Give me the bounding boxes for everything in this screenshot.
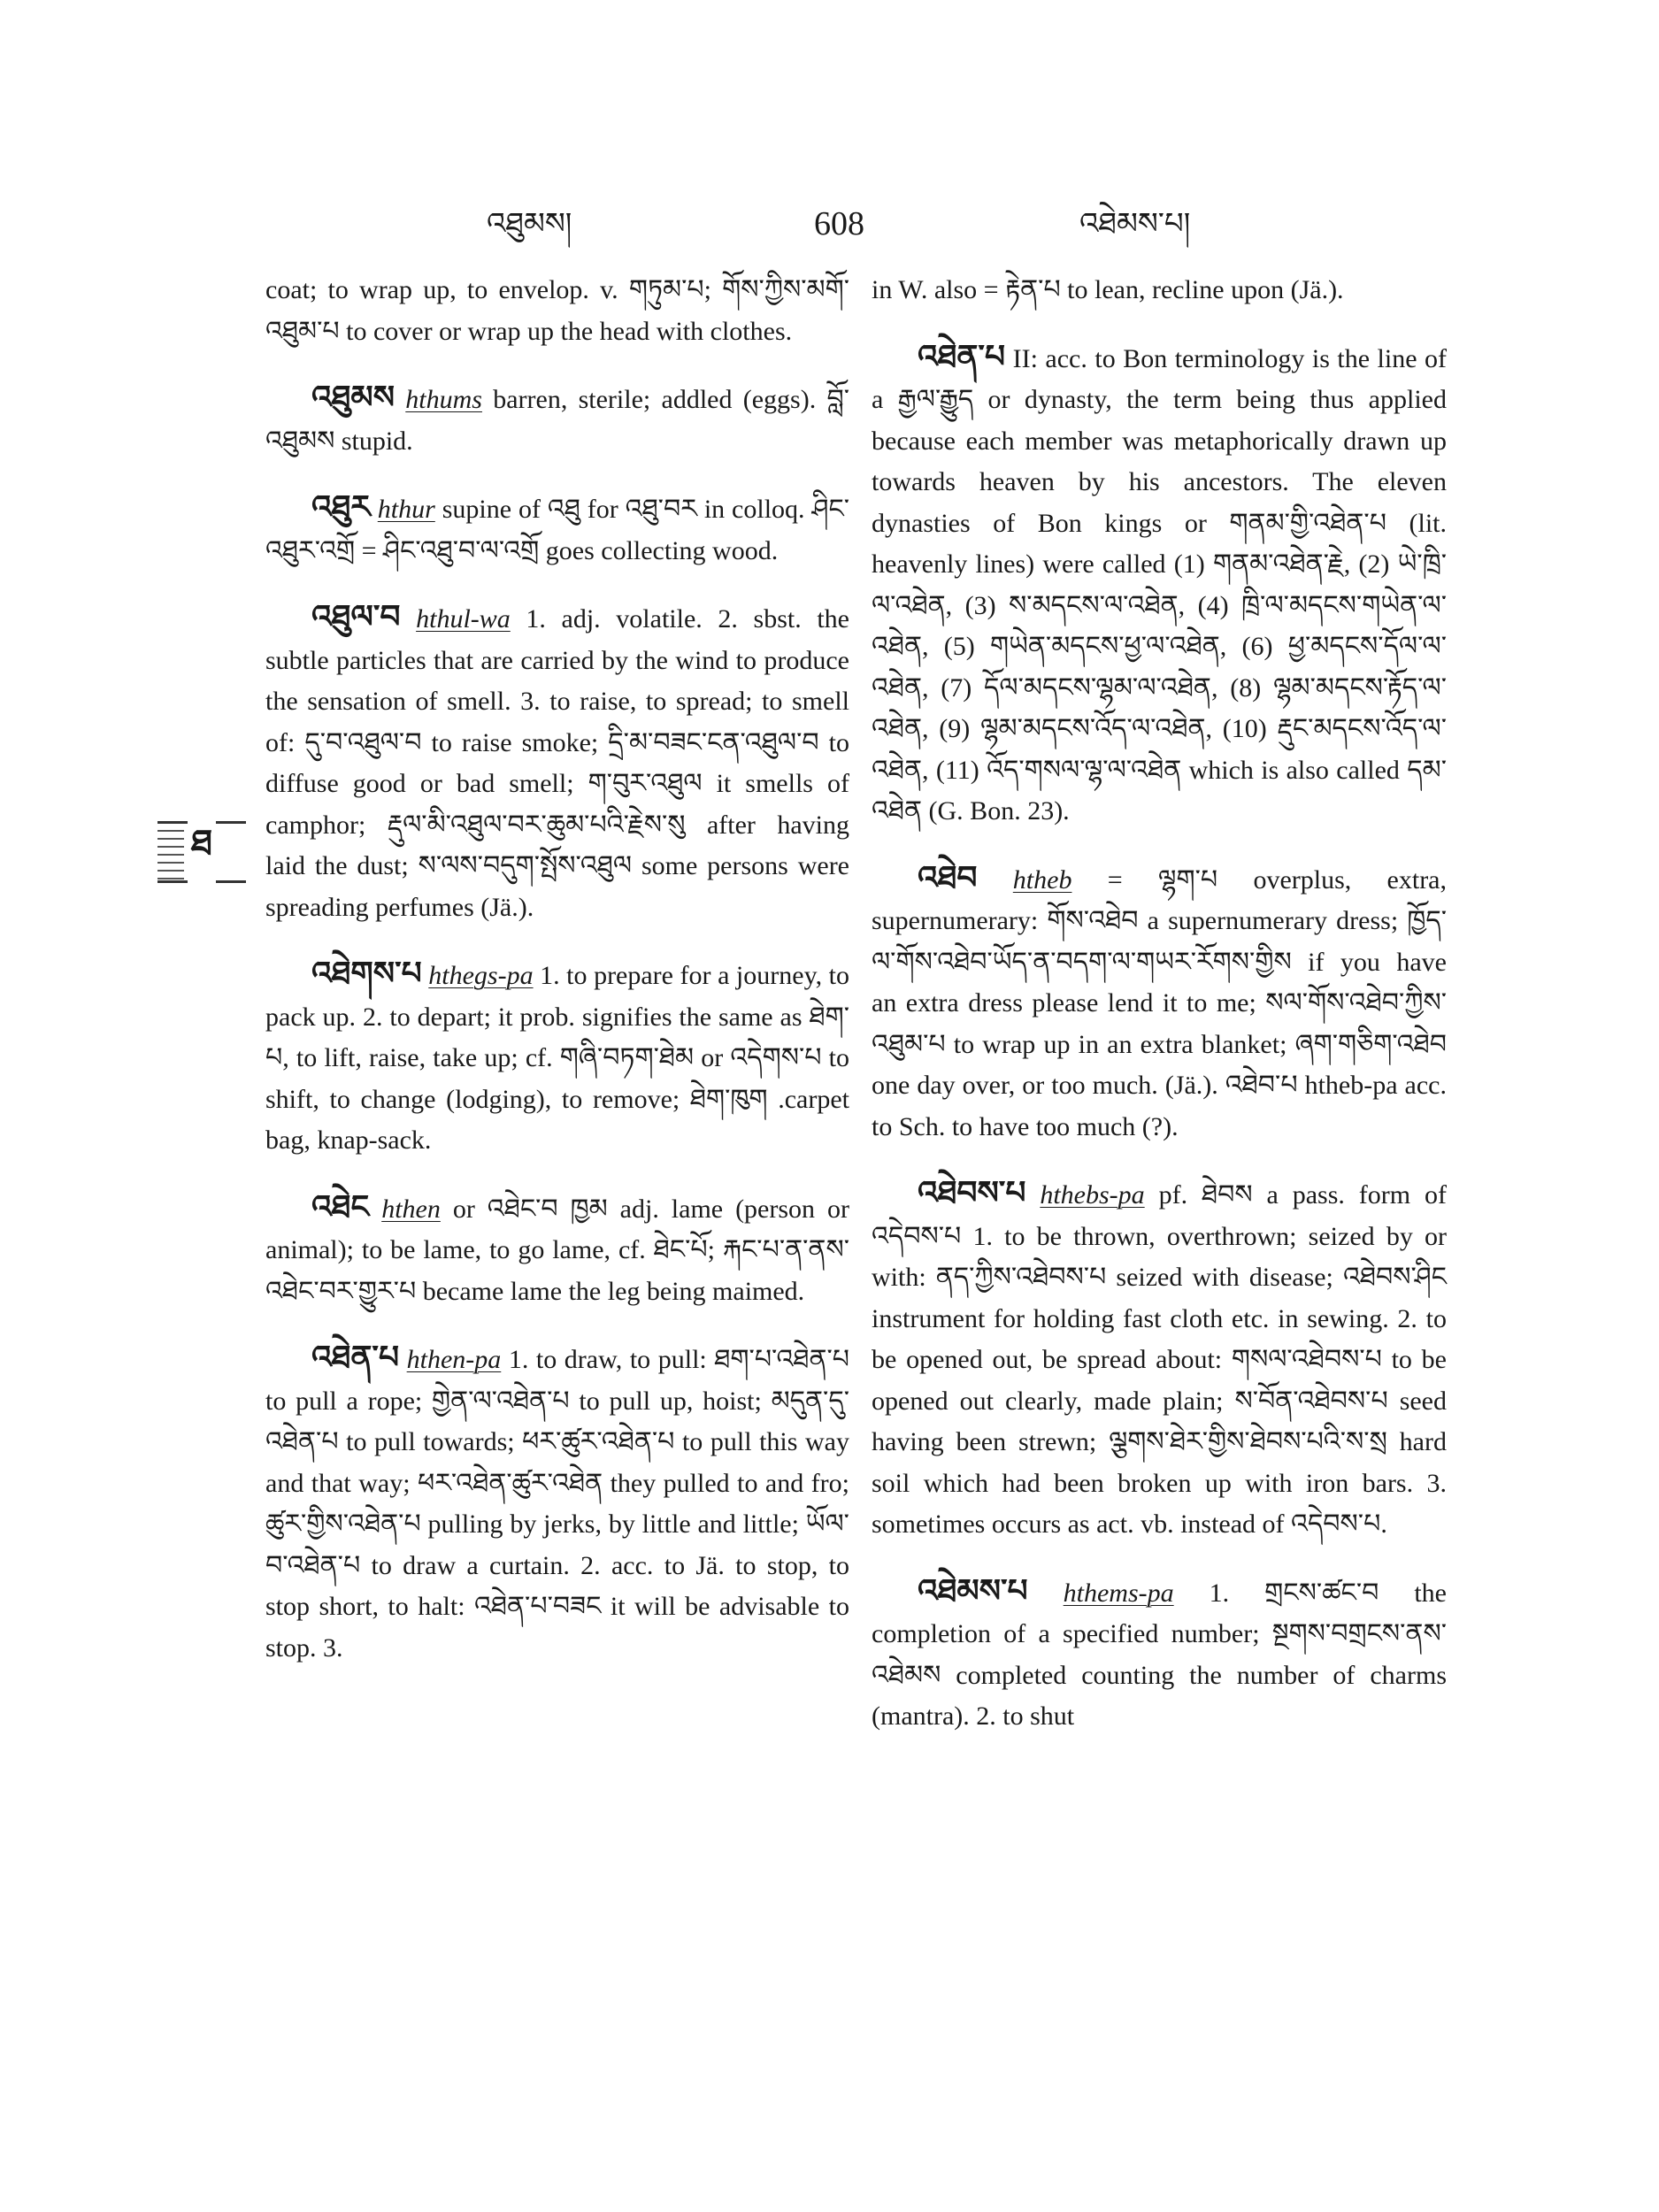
entry-definition: or འཐེང་བ ཁྱམ adj. lame (person or animal); to be lame, to go lame, cf. ཐེང་པོ; རྐང་པ་ན་ནས་འཐེང་བར་གྱུར་པ became lame the leg being maimed. xyxy=(265,1194,850,1306)
entry-definition: supine of འཐུ for འཐུ་བར in colloq. ཤིང་འཐུར་འགྲོ = ཤིང་འཐུ་བ་ལ་འགྲོ goes collecting wood. xyxy=(265,495,850,565)
entry-headword: འཐེམས་པ xyxy=(918,1571,1028,1609)
entry-headword: འཐེན་པ xyxy=(311,1339,400,1376)
entry-headword: འཐེགས་པ xyxy=(311,955,422,992)
entry-transliteration: hthems-pa xyxy=(1063,1578,1174,1608)
entry-transliteration: hthums xyxy=(405,385,482,414)
entry-transliteration: hthen-pa xyxy=(406,1345,502,1374)
continuation-text: in W. also = རྟེན་པ to lean, recline upon (Jä.). xyxy=(872,275,1344,304)
entry-headword: འཐེན་པ xyxy=(918,337,1006,375)
entry-headword: འཐེང xyxy=(311,1187,370,1225)
left-column xyxy=(265,270,849,1694)
entry-transliteration: hthen xyxy=(381,1194,441,1224)
dictionary-entry xyxy=(265,596,849,928)
running-headword-left: འཐུམས། xyxy=(487,206,572,242)
entry-headword: འཐེབས་པ xyxy=(918,1174,1026,1211)
entry-transliteration: hthebs-pa xyxy=(1040,1180,1145,1210)
entry-definition: pf. ཐེབས a pass. form of འདེབས་པ 1. to be thrown, overthrown; seized by or with: ནད་ཀྱིས་འཐེབས་པ seized with disease; འཐེབས་ཤིང instrument for holding fast cloth etc. in sewing. 2. to be opened out, be spread about: གསལ་འཐེབས་པ to be opened out clearly, made plain; ས་བོན་འཐེབས་པ seed having been strewn; ལྕགས་ཐེར་གྱིས་ཐེབས་པའི་ས་སྲ hard soil which had been broken up with iron bars. 3. sometimes occurs as act. vb. instead of འདེབས་པ. xyxy=(872,1180,1447,1539)
entry-definition: 1. to prepare for a journey, to pack up. 2. to depart; it prob. signifies the same as ཐེག་པ, to lift, raise, take up; cf. གཞི་བཏག་ཐེམ or འདེགས་པ to shift, to change (lodging), to remove; ཐེག་ཁུག .carpet bag, knap-sack. xyxy=(265,961,849,1155)
entry-headword: འཐུར xyxy=(311,488,371,526)
dictionary-entry xyxy=(265,953,849,1162)
right-column xyxy=(872,270,1447,1763)
dictionary-entry xyxy=(872,857,1447,1148)
continuation-text: coat; to wrap up, to envelop. v. གཏུམ་པ; གོས་ཀྱིས་མགོ་འཐུམ་པ to cover or wrap up the head with clothes. xyxy=(265,275,849,346)
entry-definition: 1. to draw, to pull: ཐག་པ་འཐེན་པ to pull a rope; གྱེན་ལ་འཐེན་པ to pull up, hoist; མདུན་དུ་འཐེན་པ to pull towards; ཕར་ཚུར་འཐེན་པ to pull this way and that way; ཕར་འཐེན་ཚུར་འཐེན they pulled to and fro; ཚུར་གྱིས་འཐེན་པ pulling by jerks, by little and little; ཡོལ་བ་འཐེན་པ to draw a curtain. 2. acc. to Jä. to stop, to stop short, to halt: འཐེན་པ་བཟང it will be advisable to stop. 3. xyxy=(265,1345,850,1663)
entry-definition: barren, sterile; addled (eggs). བློ་འཐུམས stupid. xyxy=(265,385,849,456)
entry-definition: II: acc. to Bon terminology is the line of a རྒྱལ་རྒྱུད or dynasty, the term being thus applied because each member was metaphorically drawn up towards heaven by his ancestors. The eleven dynasties of Bon kings or གནམ་གྱི་འཐེན་པ (lit. heavenly lines) were called (1) གནམ་འཐེན་རྗེ, (2) ཡེ་ཁྲི་ལ་འཐེན, (3) ས་མདངས་ལ་འཐེན, (4) ཁྲི་ལ་མདངས་གཡེན་ལ་འཐེན, (5) གཡེན་མདངས་ཕྱ་ལ་འཐེན, (6) ཕྱ་མདངས་དོལ་ལ་འཐེན, (7) དོལ་མདངས་ལྷམ་ལ་འཐེན, (8) ལྷམ་མདངས་རྟོད་ལ་འཐེན, (9) ལྷམ་མདངས་འོད་ལ་འཐེན, (10) རྡུང་མདངས་འོད་ལ་འཐེན, (11) འོད་གསལ་ལྷ་ལ་འཐེན which is also called དམ་འཐེན (G. Bon. 23). xyxy=(872,343,1448,826)
dictionary-entry xyxy=(265,1187,849,1313)
entry-transliteration: hthul-wa xyxy=(416,604,511,634)
page-number: 608 xyxy=(814,205,864,242)
running-headword-right: འཐེམས་པ། xyxy=(1079,206,1191,242)
entry-headword: འཐུལ་བ xyxy=(311,598,401,635)
entry-definition: 1. adj. volatile. 2. sbst. the subtle particles that are carried by the wind to produce the sensation of smell. 3. to raise, to spread; to smell of: དུ་བ་འཐུལ་བ to raise smoke; དྲི་མ་བཟང་ངན་འཐུལ་བ to diffuse good or bad smell; ག་བུར་འཐུལ it smells of camphor; རྡུལ་མི་འཐུལ་བར་ཆུམ་པའི་རྗེས་སུ after having laid the dust; ས་ལས་བདུག་སྤོས་འཐུལ some persons were spreading perfumes (Jä.). xyxy=(265,604,849,922)
dictionary-entry xyxy=(872,336,1447,833)
entry-definition: 1. གྲངས་ཚང་བ the completion of a specified number; སྔགས་བགྲངས་ནས་འཐེམས completed counting the number of charms (mantra). 2. to shut xyxy=(872,1578,1448,1731)
entry-transliteration: hthegs-pa xyxy=(428,961,534,990)
page-header xyxy=(265,202,1442,255)
entry-headword: འཐུམས xyxy=(311,379,395,416)
dictionary-entry xyxy=(265,377,849,462)
entry-definition: = ལྷག་པ overplus, extra, supernumerary: གོས་འཐེབ a supernumerary dress; ཁྱོད་ལ་གོས་འཐེབ་ཡོད་ན་བདག་ལ་གཡར་རོགས་གྱིས if you have an extra dress please lend it to me; སལ་གོས་འཐེབ་ཀྱིས་འཐུམ་པ to wrap up in an extra blanket; ཞག་གཅིག་འཐེབ one day over, or too much. (Jä.). འཐེབ་པ htheb-pa acc. to Sch. to have too much (?). xyxy=(872,864,1447,1141)
dictionary-entry xyxy=(265,1337,849,1669)
margin-thumb-index: ཐ xyxy=(157,821,246,883)
entry-transliteration: hthur xyxy=(377,495,435,524)
dictionary-entry xyxy=(872,1172,1447,1546)
entry-headword: འཐེབ xyxy=(918,858,978,896)
entry-transliteration: htheb xyxy=(1012,864,1072,895)
dictionary-entry xyxy=(265,487,849,572)
dictionary-entry xyxy=(872,1571,1447,1738)
